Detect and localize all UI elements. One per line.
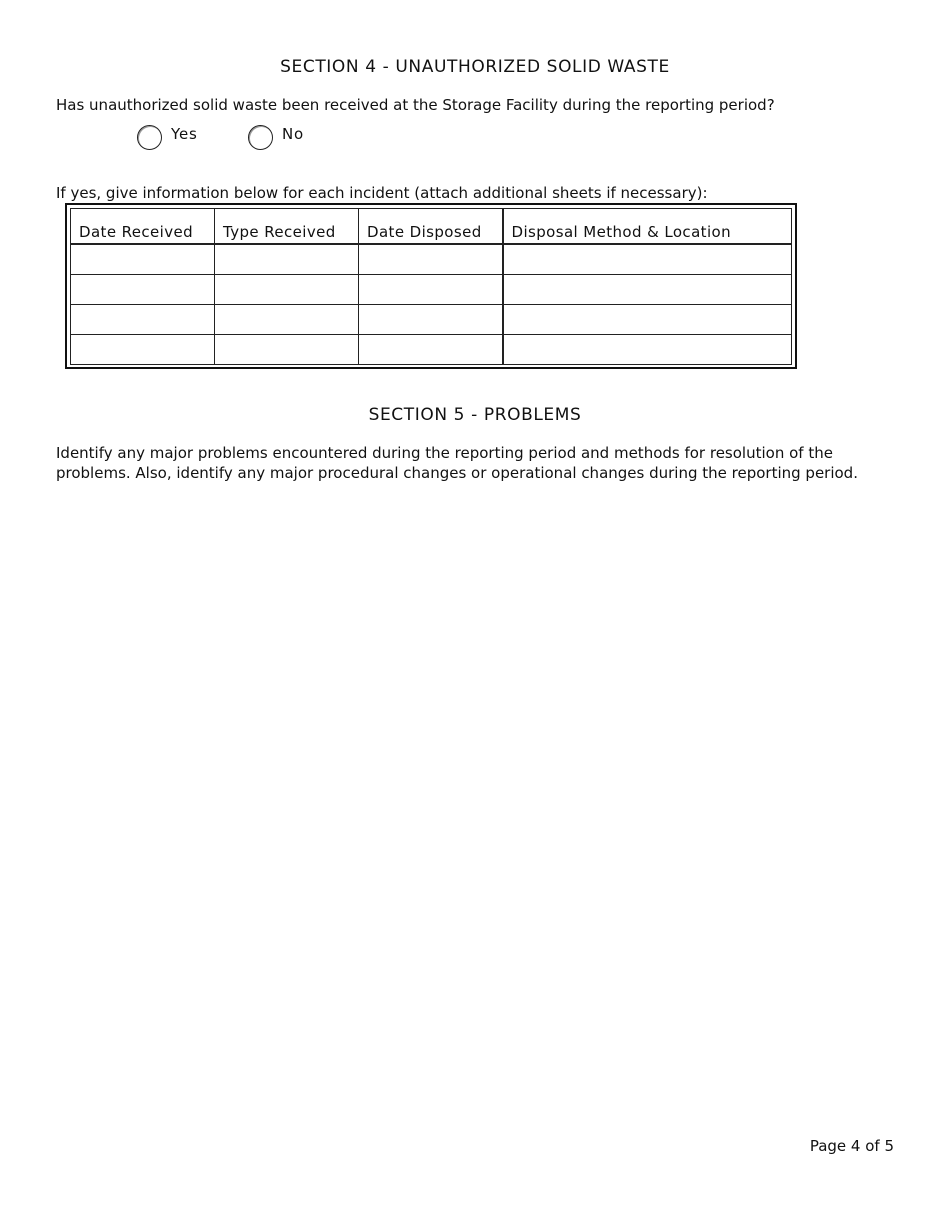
type-received-cell[interactable] <box>215 244 359 275</box>
yes-radio-button[interactable] <box>137 125 162 150</box>
disposal-method-cell[interactable] <box>503 275 792 305</box>
problems-text-line-2: problems. Also, identify any major procedural changes or operational changes during the reporting period. <box>56 464 858 482</box>
table-row <box>71 335 792 365</box>
date-received-cell[interactable] <box>71 275 215 305</box>
table-row <box>71 275 792 305</box>
header-date-received: Date Received <box>71 209 215 245</box>
section-5-title: SECTION 5 - PROBLEMS <box>368 405 582 425</box>
disposal-method-cell[interactable] <box>503 244 792 275</box>
problems-text-line-1: Identify any major problems encountered during the reporting period and methods for resolution of the <box>56 444 833 462</box>
no-label: No <box>282 125 304 143</box>
date-disposed-cell[interactable] <box>359 275 503 305</box>
incident-instruction: If yes, give information below for each incident (attach additional sheets if necessary): <box>56 184 708 202</box>
type-received-cell[interactable] <box>215 335 359 365</box>
header-type-received: Type Received <box>215 209 359 245</box>
date-received-cell[interactable] <box>71 335 215 365</box>
page-number: Page 4 of 5 <box>809 1137 894 1155</box>
date-disposed-cell[interactable] <box>359 305 503 335</box>
header-disposal-method-location: Disposal Method & Location <box>503 209 792 245</box>
incident-table <box>70 208 792 365</box>
date-received-cell[interactable] <box>71 305 215 335</box>
yes-option[interactable] <box>137 122 198 152</box>
header-date-disposed: Date Disposed <box>359 209 503 245</box>
type-received-cell[interactable] <box>215 275 359 305</box>
table-header-row <box>71 209 792 245</box>
table-row <box>71 244 792 275</box>
section-4-title: SECTION 4 - UNAUTHORIZED SOLID WASTE <box>280 57 670 77</box>
incident-table-frame <box>65 203 797 369</box>
disposal-method-cell[interactable] <box>503 335 792 365</box>
date-received-cell[interactable] <box>71 244 215 275</box>
waste-received-question: Has unauthorized solid waste been received at the Storage Facility during the reporting period? <box>56 96 775 114</box>
no-option[interactable] <box>248 122 304 152</box>
yes-label: Yes <box>171 125 198 143</box>
type-received-cell[interactable] <box>215 305 359 335</box>
problems-instructions <box>56 443 858 483</box>
date-disposed-cell[interactable] <box>359 244 503 275</box>
date-disposed-cell[interactable] <box>359 335 503 365</box>
no-radio-button[interactable] <box>248 125 273 150</box>
table-row <box>71 305 792 335</box>
disposal-method-cell[interactable] <box>503 305 792 335</box>
